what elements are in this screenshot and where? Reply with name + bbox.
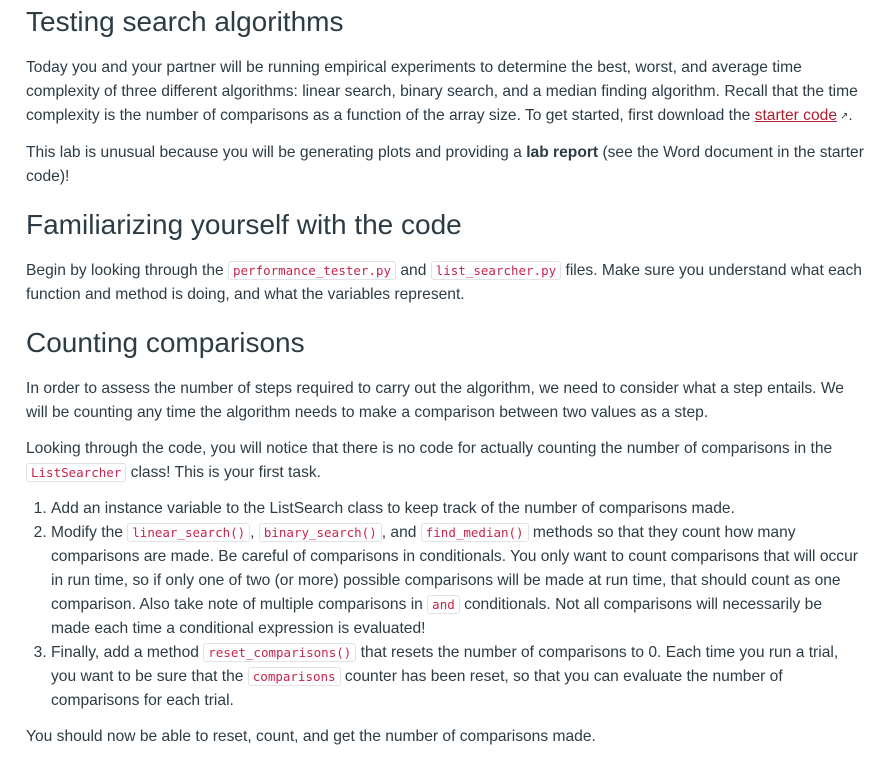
binary-search-code: binary_search() (259, 523, 382, 542)
counting-text-1: Looking through the code, you will notice that there is no code for actually counting the number of comparisons in the (26, 440, 833, 457)
intro-text: Today you and your partner will be running empirical experiments to determine the best, worst, and average time complexity of three different algorithms: linear search, binary search, and a median finding algorithm. Recall that the time complexity is the number of comparisons as a function of the array size. To get started, first download the (26, 59, 858, 124)
list-searcher-code: list_searcher.py (431, 261, 561, 280)
familiar-text-3: files. Make sure you understand what each function and method is doing, and what the variables represent. (26, 262, 862, 303)
counting-text-2: class! This is your first task. (126, 464, 321, 481)
counting-paragraph-1: In order to assess the number of steps required to carry out the algorithm, we need to consider what a step entails. We will be counting any time the algorithm needs to make a comparison between two values as a step. (26, 380, 844, 421)
intro-end: . (848, 107, 853, 124)
step3-text-1: Finally, add a method (51, 644, 204, 661)
page-title: Testing search algorithms (26, 6, 344, 37)
lab-report-bold: lab report (526, 144, 599, 161)
performance-tester-code: performance_tester.py (228, 261, 396, 280)
listsearcher-code: ListSearcher (26, 463, 126, 482)
familiarizing-paragraph (26, 259, 865, 307)
task-step-3 (51, 641, 865, 713)
step2-text-3: , and (381, 524, 421, 541)
step2-text-2: , (250, 524, 259, 541)
task-step-2 (51, 521, 865, 641)
note-text-1: This lab is unusual because you will be generating plots and providing a (26, 144, 527, 161)
counting-heading: Counting comparisons (26, 327, 305, 358)
step2-text-4: methods so that they count how many comparisons are made. Be careful of comparisons in conditionals. You only want to count comparisons that will occur in run time, so if only one of two (or more) possible comparisons will be made at run time, that should count as one comparison. Also take note of multiple comparisons in (51, 524, 858, 613)
task-list (26, 497, 865, 713)
step3-text-2: that resets the number of comparisons to 0. Each time you run a trial, you want to be sure that the (51, 644, 839, 685)
reset-comparisons-code: reset_comparisons() (203, 643, 356, 662)
familiarizing-heading: Familiarizing yourself with the code (26, 209, 462, 240)
intro-paragraph (26, 56, 865, 129)
familiar-text-1: Begin by looking through the (26, 262, 228, 279)
linear-search-code: linear_search() (127, 523, 250, 542)
external-link-icon: ↗ (840, 111, 849, 122)
note-text-2: (see the Word document in the starter code)! (26, 144, 864, 185)
find-median-code: find_median() (421, 523, 529, 542)
step3-text-3: counter has been reset, so that you can evaluate the number of comparisons for each trial. (51, 668, 783, 709)
task-step-1: 1. Add an instance variable to the ListSearch class to keep track of the number of comparisons made. (51, 497, 865, 521)
familiar-text-2: and (396, 262, 431, 279)
starter-code-link[interactable]: starter code (754, 107, 837, 124)
closing-paragraph: You should now be able to reset, count, and get the number of comparisons made. (26, 728, 596, 745)
step2-text-1: Modify the (51, 524, 128, 541)
comparisons-code: comparisons (248, 667, 341, 686)
counting-paragraph-2 (26, 437, 865, 485)
lab-report-paragraph (26, 141, 865, 189)
and-keyword-code: and (427, 595, 460, 614)
step2-text-5: conditionals. Not all comparisons will necessarily be made each time a conditional expression is evaluated! (51, 596, 823, 637)
